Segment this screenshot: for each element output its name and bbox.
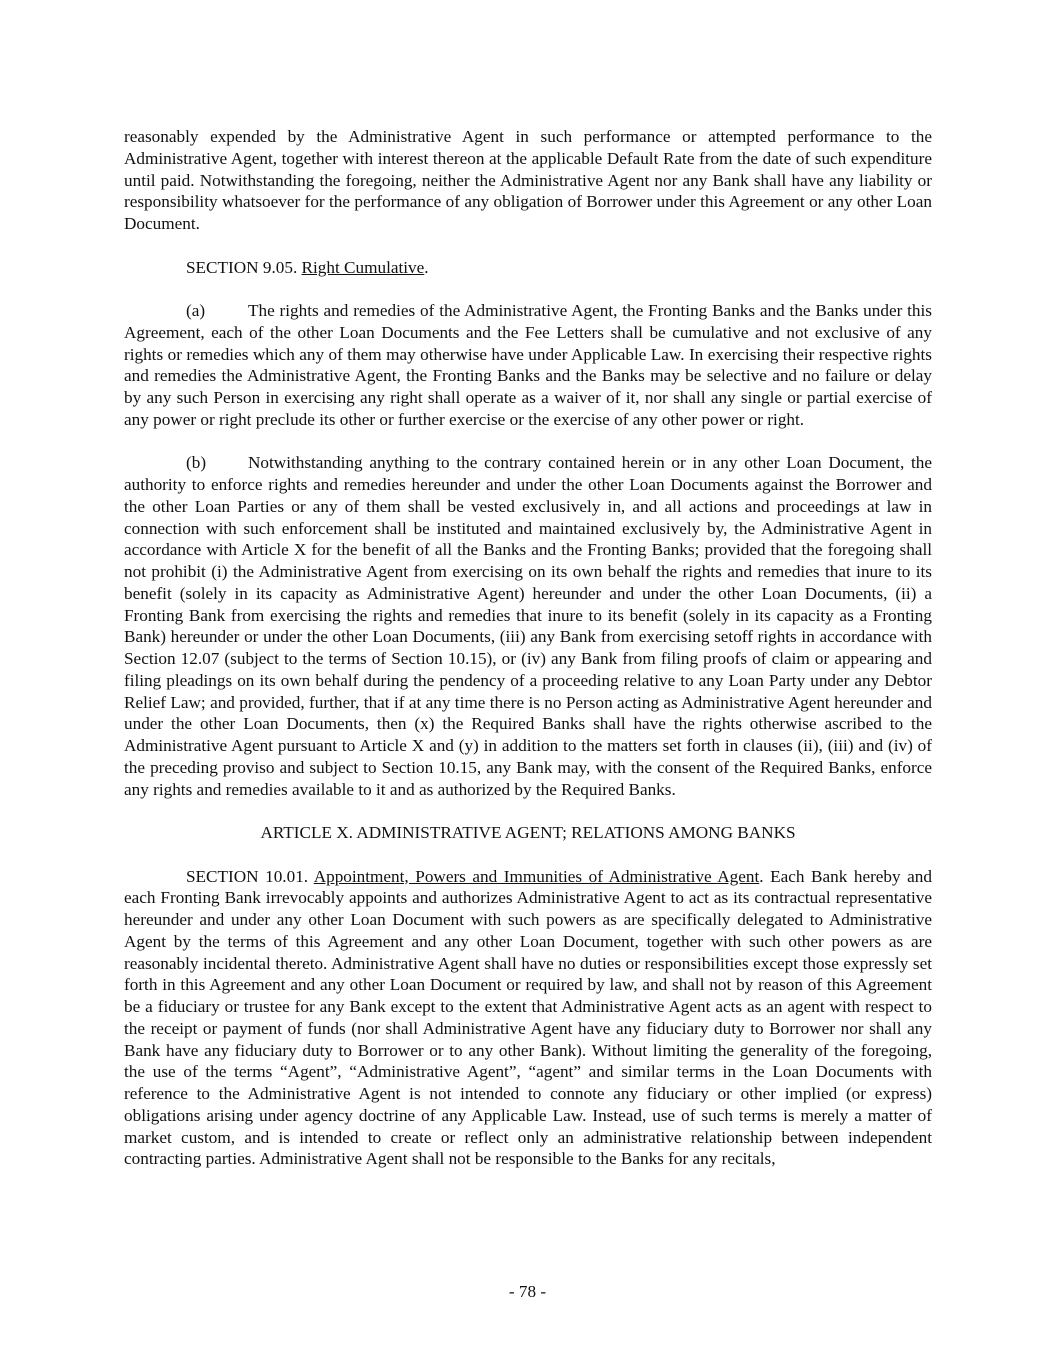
clause-text: Notwithstanding anything to the contrary contained herein or in any other Loan Document, the authority to enforce rights and remedies hereunder and under the other Loan Documents against the Borrower and the other Loan Parties or any of them shall be vested exclusively in, and all actions and proceedings at law in connection with such enforcement shall be instituted and maintained exclusively by, the Administrative Agent in accordance with Article X for the benefit of all the Banks and the Fronting Banks; provided that the foregoing shall not prohibit (i) the Administrative Agent from exercising on its own behalf the rights and remedies that inure to its benefit (solely in its capacity as Administrative Agent) hereunder and under the other Loan Documents, (ii) a Fronting Bank from exercising the rights and remedies that inure to its benefit (solely in its capacity as a Fronting Bank) hereunder or under the other Loan Documents, (iii) any Bank from exercising setoff rights in accordance with Section 12.07 (subject to the terms of Section 10.15), or (iv) any Bank from filing proofs of claim or appearing and filing pleadings on its own behalf during the pendency of a proceeding relative to any Loan Party under any Debtor Relief Law; and provided, further, that if at any time there is no Person acting as Administrative Agent hereunder and under the other Loan Documents, then (x) the Required Banks shall have the rights otherwise ascribed to the Administrative Agent pursuant to Article X and (y) in addition to the matters set forth in clauses (ii), (iii) and (iv) of the preceding proviso and subject to Section 10.15, any Bank may, with the consent of the Required Banks, enforce any rights and remedies available to it and as authorized by the Required Banks. [124, 453, 932, 799]
section-10-01 [124, 866, 932, 1171]
clause-label: (b) [186, 453, 207, 473]
paragraph-b [124, 452, 932, 800]
paragraph-a [124, 300, 932, 431]
clause-label: (a) [186, 301, 206, 320]
section-9-05-heading [124, 257, 932, 279]
section-title: Right Cumulative [301, 257, 425, 277]
section-text: . Each Bank hereby and each Fronting Bank irrevocably appoints and authorizes Administrative Agent to act as its contractual representative hereunder and under any other Loan Document with such powers as are specifically delegated to Administrative Agent by the terms of this Agreement and any other Loan Document, together with such other powers as are reasonably incidental thereto. Administrative Agent shall have no duties or responsibilities except those expressly set forth in this Agreement and any other Loan Document or required by law, and shall not by reason of this Agreement be a fiduciary or trustee for any Bank except to the extent that Administrative Agent acts as an agent with respect to the receipt or payment of funds (nor shall Administrative Agent have any fiduciary duty to Borrower nor shall any Bank have any fiduciary duty to Borrower or to any other Bank). Without limiting the generality of the foregoing, the use of the terms “Agent”, “Administrative Agent”, “agent” and similar terms in the Loan Documents with reference to the Administrative Agent is not intended to connote any fiduciary or other implied (or express) obligations arising under agency doctrine of any Applicable Law. Instead, use of such terms is merely a matter of market custom, and is intended to create or reflect only an administrative relationship between independent contracting parties. Administrative Agent shall not be responsible to the Banks for any recitals, [124, 866, 932, 1169]
paragraph-continuation: reasonably expended by the Administrative Agent in such performance or attempted performance to the Administrative Agent, together with interest thereon at the applicable Default Rate from the date of such expenditure until paid. Notwithstanding the foregoing, neither the Administrative Agent nor any Bank shall have any liability or responsibility whatsoever for the performance of any obligation of Borrower under this Agreement or any other Loan Document. [124, 127, 932, 233]
period: . [424, 257, 429, 277]
page-number: - 78 - [508, 1282, 547, 1301]
section-title: Appointment, Powers and Immunities of Administrative Agent [313, 866, 760, 886]
article-heading: ARTICLE X. ADMINISTRATIVE AGENT; RELATIONS AMONG BANKS [260, 823, 796, 842]
section-number: SECTION 10.01. [186, 866, 309, 886]
clause-text: The rights and remedies of the Administrative Agent, the Fronting Banks and the Banks under this Agreement, each of the other Loan Documents and the Fee Letters shall be cumulative and not exclusive of any rights or remedies which any of them may otherwise have under Applicable Law. In exercising their respective rights and remedies the Administrative Agent, the Fronting Banks and the Banks may be selective and no failure or delay by any such Person in exercising any right shall operate as a waiver of it, nor shall any single or partial exercise of any power or right preclude its other or further exercise or the exercise of any other power or right. [124, 301, 932, 429]
document-body [124, 126, 932, 1192]
section-number: SECTION 9.05. [186, 257, 298, 277]
